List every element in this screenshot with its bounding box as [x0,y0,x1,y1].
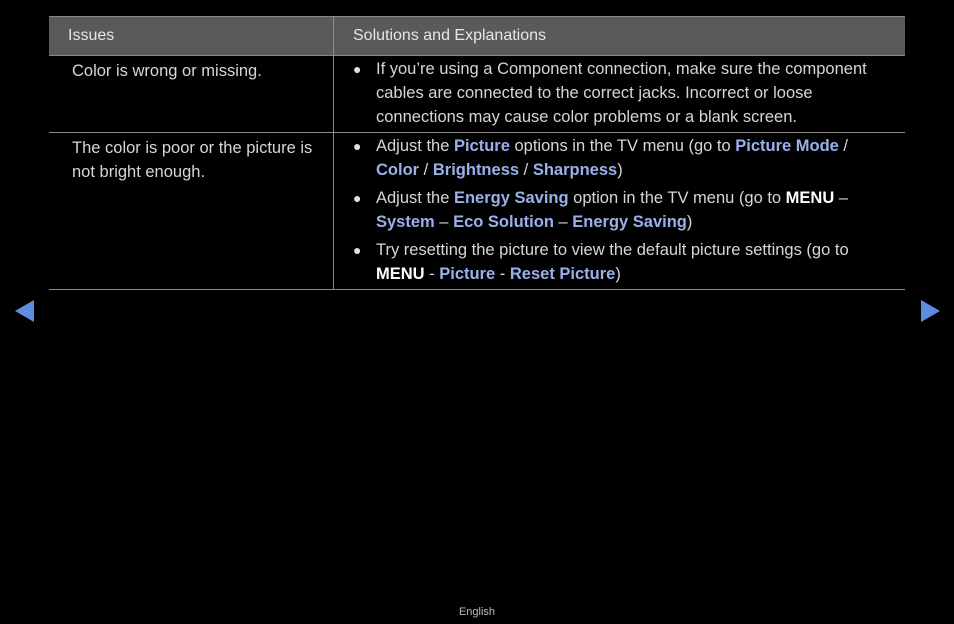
solution-text: ) [615,265,621,283]
troubleshooting-table [49,16,905,290]
solution-text: / [838,137,849,155]
menu-key-label: MENU [785,189,835,207]
bullet-icon: ● [353,138,362,154]
menu-path-item: Reset Picture [509,265,616,283]
menu-path-item: Brightness [432,161,520,179]
bullet-icon: ● [353,190,362,206]
column-header-issues: Issues [49,17,334,56]
solution-text: - [424,265,440,283]
column-header-solutions: Solutions and Explanations [334,17,906,56]
solution-list-item [353,57,895,129]
solution-text: Adjust the [376,137,454,155]
table-row [49,133,905,290]
menu-path-item: Eco Solution [453,213,554,231]
solution-list-item [353,186,895,234]
solution-list [353,57,895,129]
menu-path-item: Color [376,161,420,179]
bullet-icon: ● [353,242,362,258]
table-header-row [49,17,905,56]
menu-path-item: Picture [439,265,496,283]
solution-cell [334,133,906,290]
solution-text: ) [617,161,623,179]
solution-list-item [353,134,895,182]
solution-cell [334,56,906,133]
solution-text: options in the TV menu (go to [509,137,736,155]
menu-key-label: MENU [376,265,425,283]
solution-text: – [834,189,849,207]
menu-path-item: Energy Saving [453,189,569,207]
solution-list-item [353,238,895,286]
menu-path-item: Picture Mode [735,137,839,155]
solution-text: ) [686,213,693,231]
table-body [49,56,905,290]
solution-text: Adjust the [376,189,454,207]
bullet-icon: ● [353,61,362,77]
menu-path-item: Picture [453,137,510,155]
solution-text: / [419,161,433,179]
solution-text: Try resetting the picture to view the default picture settings (go to [376,241,849,259]
menu-path-item: Sharpness [532,161,618,179]
menu-path-item: System [376,213,435,231]
solution-text: – [434,213,454,231]
table-row [49,56,905,133]
solution-text: option in the TV menu (go to [568,189,786,207]
menu-path-item: Energy Saving [572,213,687,231]
previous-page-arrow-icon[interactable] [15,300,34,322]
solution-text: / [519,161,533,179]
solution-text: If you’re using a Component connection, make sure the component cables are connected to the correct jacks. Incorrect or loose connections may cause color problems or a blank screen. [376,60,867,126]
solution-text: – [553,213,573,231]
next-page-arrow-icon[interactable] [921,300,940,322]
solution-list [353,134,895,286]
issue-cell: Color is wrong or missing. [49,56,334,133]
issue-cell: The color is poor or the picture is not bright enough. [49,133,334,290]
solution-text: - [495,265,510,283]
footer-language-label: English [458,606,496,618]
